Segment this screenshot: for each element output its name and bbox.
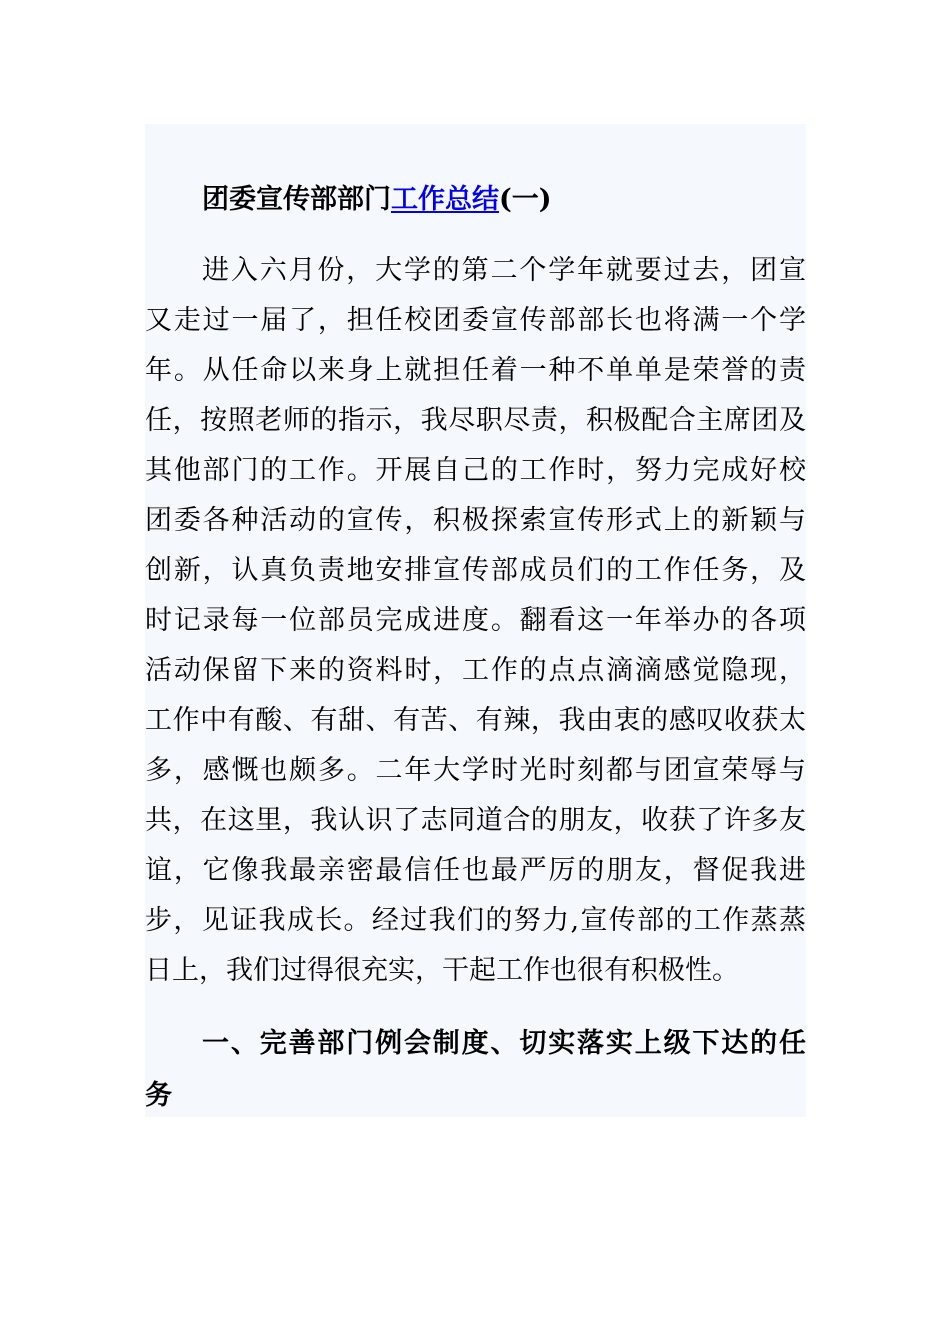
body-paragraph — [145, 246, 806, 996]
section-heading-line: 一、完善部门例会制度、切实落实上级下达的任 — [202, 1028, 806, 1059]
body-line: 团委各种活动的宣传，积极探索宣传形式上的新颖与 — [145, 505, 806, 536]
section-heading-line: 务 — [145, 1080, 172, 1111]
body-line: 步，见证我成长。经过我们的努力,宣传部的工作蒸蒸 — [145, 905, 806, 936]
body-line: 工作中有酸、有甜、有苦、有辣，我由衷的感叹收获太 — [145, 705, 806, 736]
body-line: 多，感慨也颇多。二年大学时光时刻都与团宣荣辱与 — [145, 755, 806, 786]
body-line: 又走过一届了，担任校团委宣传部部长也将满一个学 — [145, 305, 806, 336]
body-line: 日上，我们过得很充实，干起工作也很有积极性。 — [145, 955, 739, 986]
body-line: 进入六月份，大学的第二个学年就要过去，团宣 — [202, 255, 806, 286]
body-line: 共，在这里，我认识了志同道合的朋友，收获了许多友 — [145, 805, 806, 836]
title-suffix: (一) — [499, 184, 552, 215]
body-line: 任，按照老师的指示，我尽职尽责，积极配合主席团及 — [145, 405, 806, 436]
body-line: 创新，认真负责地安排宣传部成员们的工作任务，及 — [145, 555, 806, 586]
title-link-work-summary[interactable]: 工作总结 — [391, 184, 499, 215]
title-prefix: 团委宣传部部门 — [202, 184, 391, 215]
section-heading — [145, 1018, 806, 1122]
body-line: 时记录每一位部员完成进度。翻看这一年举办的各项 — [145, 605, 806, 636]
body-line: 年。从任命以来身上就担任着一种不单单是荣誉的责 — [145, 355, 806, 386]
body-line: 活动保留下来的资料时，工作的点点滴滴感觉隐现， — [145, 655, 806, 686]
document-title — [202, 182, 552, 218]
body-line: 其他部门的工作。开展自己的工作时，努力完成好校 — [145, 455, 806, 486]
body-line: 谊，它像我最亲密最信任也最严厉的朋友，督促我进 — [145, 855, 806, 886]
